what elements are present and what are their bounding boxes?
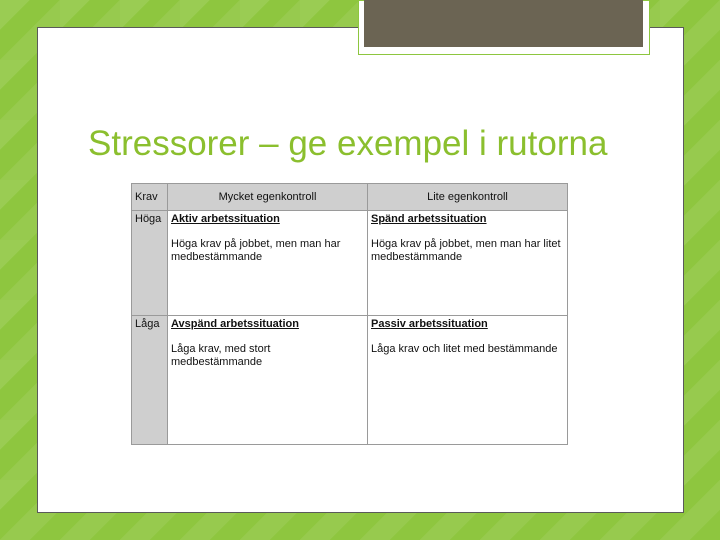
table-row [132,211,568,316]
corner-label: Krav [132,184,168,211]
column-header-low-control: Lite egenkontroll [368,184,568,211]
column-header-high-control: Mycket egenkontroll [168,184,368,211]
table-row [132,316,568,445]
cell-title: Spänd arbetssituation [371,213,487,225]
cell-text: Höga krav på jobbet, men man har medbestämmande [171,238,341,263]
table-header-row [132,184,568,211]
cell-text: Låga krav och litet med bestämmande [371,343,558,355]
cell-title: Passiv arbetssituation [371,318,488,330]
table-cell [168,316,368,445]
cell-title: Aktiv arbetssituation [171,213,280,225]
table-cell [168,211,368,316]
stressor-table [131,183,568,445]
cell-text: Låga krav, med stort medbestämmande [171,343,271,368]
row-label-low: Låga [132,316,168,445]
decorative-block [364,0,643,47]
cell-text: Höga krav på jobbet, men man har litet medbestämmande [371,238,561,263]
table-cell [368,316,568,445]
cell-title: Avspänd arbetssituation [171,318,299,330]
slide-title: Stressorer – ge exempel i rutorna [88,124,608,163]
row-label-high: Höga [132,211,168,316]
table-cell [368,211,568,316]
